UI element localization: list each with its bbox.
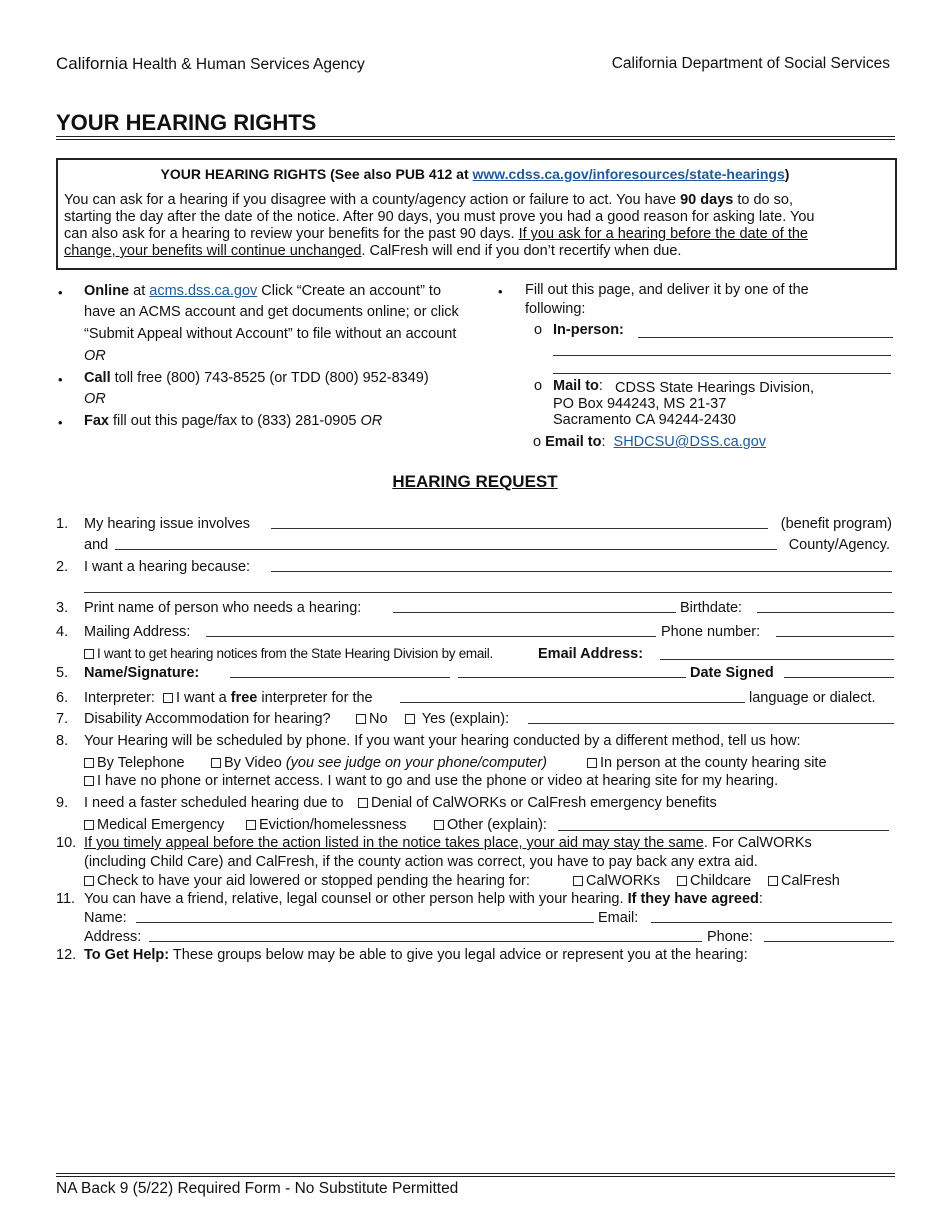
childcare-option — [677, 873, 751, 889]
hearing-reason-field[interactable] — [271, 559, 892, 572]
interpreter-checkbox[interactable] — [163, 693, 173, 703]
calworks-option — [573, 873, 660, 889]
helper-address-field[interactable] — [149, 929, 702, 942]
item-number: 7. — [56, 711, 69, 727]
item-number: 8. — [56, 733, 69, 749]
agency-name-big: California — [56, 54, 128, 73]
rights-text: . CalFresh will end if you don’t recertify when due. — [361, 243, 682, 259]
rights-title-suffix: ) — [784, 166, 790, 182]
faster-hearing-label: I need a faster scheduled hearing due to — [84, 795, 344, 811]
helper-intro — [84, 891, 763, 907]
aid-lowered-checkbox[interactable] — [84, 876, 94, 886]
item-1-label: My hearing issue involves — [84, 516, 251, 532]
benefit-program-label: (benefit program) — [780, 516, 892, 532]
helper-address-label: Address: — [84, 929, 142, 945]
mail-address-3: Sacramento CA 94244-2430 — [553, 412, 736, 428]
get-help-label: To Get Help: — [84, 947, 170, 963]
online-text: at — [129, 283, 150, 299]
bullet: • — [58, 372, 63, 387]
item-number: 6. — [56, 690, 69, 706]
helper-email-field[interactable] — [651, 910, 892, 923]
county-agency-label: County/Agency. — [788, 537, 890, 553]
agency-name — [56, 54, 365, 74]
disability-yes — [405, 711, 509, 727]
disability-explain-field[interactable] — [528, 711, 894, 724]
other-checkbox[interactable] — [434, 820, 444, 830]
benefit-program-field[interactable] — [271, 516, 768, 529]
in-person-blank[interactable] — [638, 325, 893, 338]
sub-bullet: o — [534, 378, 543, 394]
helper-phone-label: Phone: — [707, 929, 753, 945]
title-rule-2 — [56, 139, 895, 140]
birthdate-field[interactable] — [757, 600, 894, 613]
childcare-checkbox[interactable] — [677, 876, 687, 886]
helper-phone-field[interactable] — [764, 929, 894, 942]
by-telephone-option — [84, 755, 185, 771]
rights-box-title — [0, 166, 950, 182]
email-notice-row — [84, 646, 493, 662]
aid-paid-pending-text: . For CalWORKs — [703, 835, 812, 851]
rights-text-line-4 — [64, 243, 681, 259]
email-to — [533, 434, 766, 450]
aid-paid-pending — [84, 835, 812, 851]
email-link[interactable]: SHDCSU@DSS.ca.gov — [613, 434, 767, 450]
calworks-checkbox[interactable] — [573, 876, 583, 886]
disability-no-checkbox[interactable] — [356, 714, 366, 724]
eviction-label: Eviction/homelessness — [259, 817, 407, 833]
or-label: OR — [84, 391, 106, 407]
item-number: 2. — [56, 559, 69, 575]
rights-title-prefix: YOUR HEARING RIGHTS (See also PUB 412 at — [160, 166, 473, 182]
mail-to-label: Mail to — [553, 378, 599, 394]
denial-checkbox[interactable] — [358, 798, 368, 808]
item-1-and: and — [84, 537, 109, 553]
interpreter-text: I want a — [175, 690, 231, 706]
fill-out-text-2: following: — [525, 301, 586, 317]
calfresh-checkbox[interactable] — [768, 876, 778, 886]
by-telephone-checkbox[interactable] — [84, 758, 94, 768]
helper-name-label: Name: — [84, 910, 127, 926]
disability-yes-checkbox[interactable] — [405, 714, 415, 724]
in-person-checkbox[interactable] — [587, 758, 597, 768]
method-call — [84, 370, 429, 386]
fax-label: Fax — [84, 413, 109, 429]
denial-option — [358, 795, 717, 811]
disability-yes-label: Yes (explain): — [421, 711, 510, 727]
acms-link[interactable]: acms.dss.ca.gov — [149, 283, 258, 299]
bullet: • — [58, 415, 63, 430]
call-label: Call — [84, 370, 111, 386]
free-label: free — [230, 690, 258, 706]
calworks-label: CalWORKs — [586, 873, 661, 889]
helper-agreed-label: If they have agreed — [627, 891, 759, 907]
disability-no-label: No — [369, 711, 388, 727]
item-3-label: Print name of person who needs a hearing: — [84, 600, 362, 616]
rights-text-line-2: starting the day after the date of the notice. After 90 days, you must prove you had a good reason for asking late. You — [64, 209, 815, 225]
medical-option — [84, 817, 224, 833]
calfresh-label: CalFresh — [781, 873, 840, 889]
item-number: 5. — [56, 665, 69, 681]
online-label: Online — [84, 283, 130, 299]
in-person-option-label: In person at the county hearing site — [600, 755, 827, 771]
rights-text-line-1 — [64, 192, 793, 208]
other-explain-field[interactable] — [558, 818, 889, 831]
bullet: • — [58, 285, 63, 300]
email-address-field[interactable] — [660, 647, 894, 660]
by-video-note: (you see judge on your phone/computer) — [285, 755, 547, 771]
person-name-field[interactable] — [393, 600, 676, 613]
eviction-checkbox[interactable] — [246, 820, 256, 830]
title-rule — [56, 136, 895, 137]
birthdate-label: Birthdate: — [680, 600, 743, 616]
email-to-colon: : — [601, 434, 606, 450]
get-help — [84, 947, 748, 963]
aid-payback-text: (including Child Care) and CalFresh, if the county action was correct, you have to pay back any extra aid. — [84, 854, 758, 870]
item-number: 11. — [56, 891, 76, 907]
sub-bullet: o — [533, 434, 546, 450]
continue-note: If you ask for a hearing before the date of the — [518, 226, 808, 242]
mailing-address-field[interactable] — [206, 624, 656, 637]
email-address-label: Email Address: — [538, 646, 644, 662]
no-phone-option — [84, 773, 778, 789]
helper-email-label: Email: — [598, 910, 639, 926]
rights-text: to do so, — [733, 192, 793, 208]
footer-rule — [56, 1173, 895, 1174]
county-agency-field[interactable] — [115, 537, 777, 550]
denial-label: Denial of CalWORKs or CalFresh emergency benefits — [371, 795, 717, 811]
eviction-option — [246, 817, 407, 833]
no-phone-checkbox[interactable] — [84, 776, 94, 786]
signature-field[interactable] — [458, 665, 686, 678]
calfresh-option — [768, 873, 840, 889]
hearing-request-title: HEARING REQUEST — [392, 472, 558, 491]
disability-no — [356, 711, 388, 727]
email-notice-label: I want to get hearing notices from the State Hearing Division by email. — [97, 646, 493, 661]
item-number: 4. — [56, 624, 69, 640]
page-title: YOUR HEARING RIGHTS — [56, 110, 317, 135]
call-text: toll free (800) 743-8525 (or TDD (800) 952-8349) — [110, 370, 429, 386]
email-notice-checkbox[interactable] — [84, 649, 94, 659]
aid-lowered-label: Check to have your aid lowered or stopped pending the hearing for: — [97, 873, 530, 889]
ninety-days: 90 days — [680, 192, 734, 208]
mail-to-colon: : — [598, 378, 603, 394]
or-label: OR — [360, 413, 383, 429]
item-number: 1. — [56, 516, 69, 532]
hearing-method-label: Your Hearing will be scheduled by phone. If you want your hearing conducted by a different method, tell us how: — [84, 733, 801, 749]
phone-number-label: Phone number: — [661, 624, 761, 640]
interpreter-text: interpreter for the — [257, 690, 373, 706]
helper-text: You can have a friend, relative, legal counsel or other person help with your hearing. — [84, 891, 628, 907]
bullet: • — [498, 284, 503, 299]
get-help-text: These groups below may be able to give you legal advice or represent you at the hearing: — [169, 947, 748, 963]
medical-label: Medical Emergency — [97, 817, 225, 833]
by-video-option — [211, 755, 547, 771]
mail-to — [553, 378, 603, 394]
in-person-blank-3[interactable] — [553, 361, 891, 374]
email-to-label: Email to — [545, 434, 602, 450]
date-signed-label: Date Signed — [690, 665, 774, 681]
online-text: Click “Create an account” to — [257, 283, 442, 299]
language-field[interactable] — [400, 690, 745, 703]
date-signed-field[interactable] — [784, 665, 894, 678]
helper-name-field[interactable] — [136, 910, 594, 923]
continue-note: change, your benefits will continue unchanged — [64, 243, 362, 259]
online-text-3: “Submit Appeal without Account” to file without an account — [84, 326, 457, 342]
cdss-hearings-link[interactable]: www.cdss.ca.gov/inforesources/state-hearings — [472, 166, 785, 182]
hearing-reason-field-2[interactable] — [84, 580, 892, 593]
rights-text-line-3 — [64, 226, 808, 242]
by-telephone-label: By Telephone — [97, 755, 185, 771]
agency-name-rest: Health & Human Services Agency — [127, 56, 365, 73]
mail-address-2: PO Box 944243, MS 21-37 — [553, 396, 727, 412]
by-video-label: By Video — [224, 755, 286, 771]
other-label: Other (explain): — [447, 817, 547, 833]
online-text-2: have an ACMS account and get documents online; or click — [84, 304, 459, 320]
footer-rule-2 — [56, 1176, 895, 1177]
or-label: OR — [84, 348, 106, 364]
item-number: 12. — [56, 947, 77, 963]
sub-bullet: o — [534, 322, 543, 338]
language-label: language or dialect. — [749, 690, 876, 706]
in-person-blank-2[interactable] — [553, 343, 891, 356]
phone-number-field[interactable] — [776, 624, 894, 637]
interpreter-row — [84, 690, 373, 706]
mail-address-1: CDSS State Hearings Division, — [615, 380, 815, 396]
no-phone-label: I have no phone or internet access. I want to go and use the phone or video at hearing site for my hearing. — [97, 773, 779, 789]
item-number: 9. — [56, 795, 69, 811]
by-video-checkbox[interactable] — [211, 758, 221, 768]
rights-text: You can ask for a hearing if you disagree with a county/agency action or failure to act. You have — [64, 192, 681, 208]
item-4-label: Mailing Address: — [84, 624, 191, 640]
method-online — [84, 283, 441, 299]
department-name: California Department of Social Services — [611, 55, 890, 72]
childcare-label: Childcare — [690, 873, 752, 889]
name-field[interactable] — [230, 665, 450, 678]
interpreter-label: Interpreter: — [84, 690, 155, 706]
item-number: 10. — [56, 835, 77, 851]
in-person-label: In-person: — [553, 322, 624, 338]
item-number: 3. — [56, 600, 69, 616]
fill-out-text-1: Fill out this page, and deliver it by one of the — [525, 282, 809, 298]
footer-text: NA Back 9 (5/22) Required Form - No Substitute Permitted — [56, 1180, 459, 1197]
helper-colon: : — [758, 891, 763, 907]
other-option — [434, 817, 547, 833]
item-2-label: I want a hearing because: — [84, 559, 251, 575]
rights-text: can also ask for a hearing to review your benefits for the past 90 days. — [64, 226, 519, 242]
name-signature-label: Name/Signature: — [84, 665, 200, 681]
aid-lowered-option — [84, 873, 530, 889]
disability-label: Disability Accommodation for hearing? — [84, 711, 331, 727]
aid-paid-pending-text: If you timely appeal before the action listed in the notice takes place, your aid may stay the same — [84, 835, 704, 851]
in-person-option — [587, 755, 827, 771]
medical-checkbox[interactable] — [84, 820, 94, 830]
method-fax — [84, 413, 382, 429]
fax-text: fill out this page/fax to (833) 281-0905 — [109, 413, 361, 429]
